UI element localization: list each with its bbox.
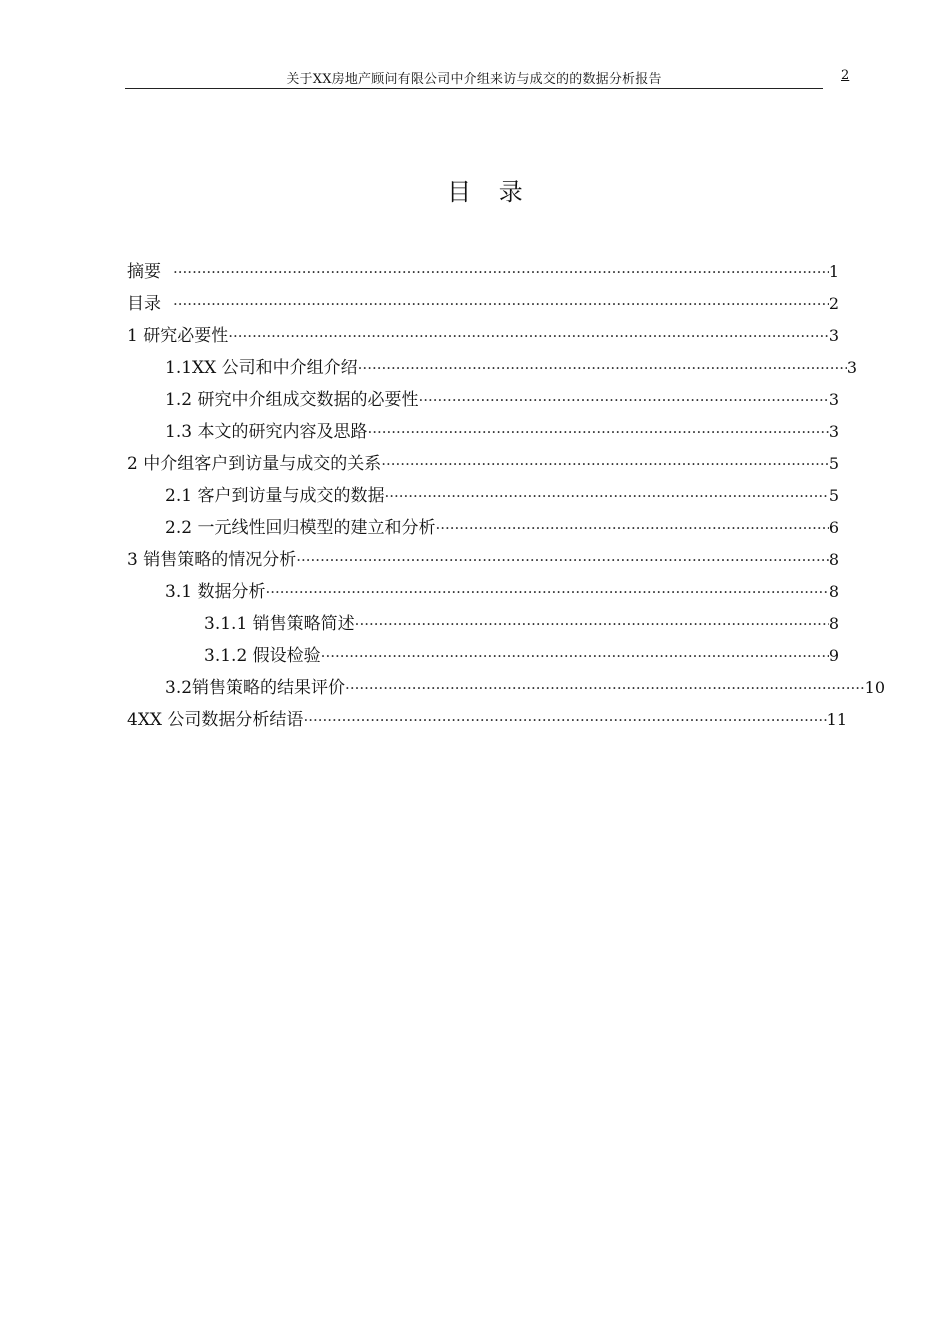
page-number: 2: [841, 68, 850, 83]
dot-leader: [367, 416, 828, 448]
dot-leader: [345, 672, 865, 704]
dot-leader: [435, 512, 828, 544]
toc-entry-page: 11: [826, 710, 847, 729]
toc-entry-page: 5: [828, 454, 839, 473]
toc-entry-section-1-3[interactable]: [127, 416, 839, 448]
toc-entry-section-3[interactable]: [127, 544, 839, 576]
toc-entry-section-2-2[interactable]: [127, 512, 839, 544]
dot-leader: [303, 704, 826, 736]
toc-entry-page: 3: [828, 390, 839, 409]
dot-leader: [265, 576, 828, 608]
toc-entry-section-3-2[interactable]: [127, 672, 885, 704]
dot-leader: [384, 480, 828, 512]
dot-leader: [358, 352, 847, 384]
toc-entry-section-2[interactable]: [127, 448, 839, 480]
dot-leader: [381, 448, 829, 480]
toc-entry-label: 1.2 研究中介组成交数据的必要性: [165, 390, 419, 410]
toc-entry-page: 5: [828, 486, 839, 505]
toc-entry-label: 3.1 数据分析: [165, 582, 266, 602]
toc-entry-label: 1 研究必要性: [127, 326, 229, 346]
toc-entry-section-1-1[interactable]: [127, 352, 857, 384]
toc-entry-page: 8: [828, 614, 839, 633]
dot-leader: [355, 608, 829, 640]
dot-leader: [321, 640, 829, 672]
toc-entry-label: 摘要: [127, 262, 161, 282]
dot-leader: [296, 544, 829, 576]
toc-entry-page: 3: [828, 326, 839, 345]
toc-entry-page: 2: [828, 294, 839, 313]
toc-entry-section-2-1[interactable]: [127, 480, 839, 512]
toc-entry-page: 8: [828, 582, 839, 601]
toc-entry-section-3-1-2[interactable]: [127, 640, 839, 672]
toc-entry-label: 目录: [127, 294, 161, 314]
running-header: [125, 66, 823, 89]
toc-entry-section-4[interactable]: [127, 704, 847, 736]
toc-entry-page: 3: [846, 358, 857, 377]
toc-entry-contents[interactable]: [127, 288, 839, 320]
toc-entry-label: 2 中介组客户到访量与成交的关系: [127, 454, 382, 474]
table-of-contents: [127, 256, 885, 736]
toc-entry-abstract[interactable]: [127, 256, 839, 288]
toc-entry-label: 1.1XX 公司和中介组介绍: [165, 358, 358, 378]
toc-entry-page: 9: [828, 646, 839, 665]
toc-entry-section-1[interactable]: [127, 320, 839, 352]
dot-leader: [173, 288, 829, 320]
toc-entry-page: 6: [828, 518, 839, 537]
toc-entry-label: 3 销售策略的情况分析: [127, 550, 297, 570]
toc-entry-label: 3.1.1 销售策略简述: [204, 614, 355, 634]
toc-entry-section-3-1-1[interactable]: [127, 608, 839, 640]
toc-entry-label: 1.3 本文的研究内容及思路: [165, 422, 368, 442]
toc-entry-page: 10: [864, 678, 885, 697]
toc-entry-section-3-1[interactable]: [127, 576, 839, 608]
toc-entry-label: 2.2 一元线性回归模型的建立和分析: [165, 518, 436, 538]
toc-title: 目 录: [447, 178, 533, 206]
toc-entry-label: 3.1.2 假设检验: [204, 646, 321, 666]
dot-leader: [173, 256, 829, 288]
toc-entry-section-1-2[interactable]: [127, 384, 839, 416]
toc-entry-label: 2.1 客户到访量与成交的数据: [165, 486, 385, 506]
toc-entry-label: 4XX 公司数据分析结语: [127, 710, 304, 730]
dot-leader: [418, 384, 828, 416]
toc-entry-label: 3.2销售策略的结果评价: [165, 678, 346, 698]
toc-entry-page: 1: [828, 262, 839, 281]
toc-entry-page: 8: [828, 550, 839, 569]
toc-entry-page: 3: [828, 422, 839, 441]
header-title: 关于XX房地产顾问有限公司中介组来访与成交的的数据分析报告: [286, 72, 662, 87]
dot-leader: [228, 320, 829, 352]
